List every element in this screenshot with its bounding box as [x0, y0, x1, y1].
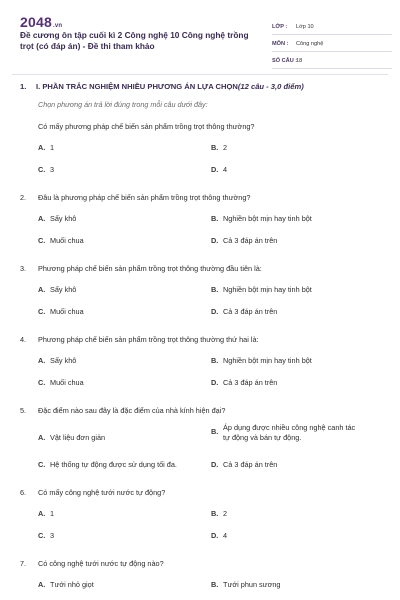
question-text: 6. Có mấy công nghệ tưới nước tự động? — [20, 488, 166, 497]
meta-value: 18 — [296, 58, 303, 64]
meta-row-class — [272, 18, 392, 35]
document-title: Đề cương ôn tập cuối kì 2 Công nghệ 10 Công nghệ trồng trọt (có đáp án) - Đề thi tham khảo — [20, 30, 249, 51]
question-text: 5. Đặc điểm nào sau đây là đặc điểm của nhà kính hiện đại? — [20, 406, 226, 415]
option-a[interactable]: A. Sấy khô — [38, 356, 77, 365]
section-title — [20, 82, 304, 91]
meta-label: SỐ CÂU : — [272, 58, 298, 64]
meta-label: LỚP : — [272, 24, 288, 30]
question-text: 4. Phương pháp chế biến sản phẩm trồng trọt thông thường thứ hai là: — [20, 335, 259, 344]
option-c[interactable]: C. 3 — [38, 165, 55, 174]
option-b[interactable]: B. Áp dụng được nhiều công nghệ canh tác tự động và bán tự động. — [211, 423, 356, 442]
option-b[interactable]: B. Tưới phun sương — [211, 580, 281, 589]
option-b[interactable]: B. 2 — [211, 143, 228, 152]
meta-value: Lớp 10 — [296, 24, 314, 30]
question-text: 7. Có công nghệ tưới nước tự động nào? — [20, 559, 164, 568]
question-text: Có mấy phương pháp chế biến sản phẩm trồng trọt thông thường? — [38, 122, 255, 131]
option-c[interactable]: C. Muối chua — [38, 307, 84, 316]
option-c[interactable]: C. 3 — [38, 531, 55, 540]
option-d[interactable]: D. 4 — [211, 531, 228, 540]
meta-label: MÔN : — [272, 41, 289, 47]
section-instruction: Chọn phương án trả lời đúng trong mỗi câu dưới đây: — [38, 100, 208, 109]
question-number: 5. — [20, 406, 27, 415]
option-a[interactable]: A. Sấy khô — [38, 214, 77, 223]
option-a[interactable]: A. 1 — [38, 143, 55, 152]
option-b[interactable]: B. Nghiền bột mịn hay tinh bột — [211, 214, 312, 223]
option-b[interactable]: B. 2 — [211, 509, 228, 518]
option-d[interactable]: D. Cả 3 đáp án trên — [211, 236, 278, 245]
option-d[interactable]: D. Cả 3 đáp án trên — [211, 460, 278, 469]
question-number: 7. — [20, 559, 27, 568]
section-points: (12 câu - 3,0 điểm) — [237, 82, 304, 91]
question-number: 4. — [20, 335, 27, 344]
question-number: 2. — [20, 193, 27, 202]
section-heading: I. PHẦN TRẮC NGHIỆM NHIỀU PHƯƠNG ÁN LỰA CHỌN — [36, 82, 238, 91]
option-b[interactable]: B. Nghiền bột mịn hay tinh bột — [211, 356, 312, 365]
question-number: 6. — [20, 488, 27, 497]
document-header — [12, 12, 388, 68]
logo-suffix: .vn — [52, 23, 63, 29]
option-a[interactable]: A. Sấy khô — [38, 285, 77, 294]
option-a[interactable]: A. Vật liệu đơn giản — [38, 433, 106, 442]
option-c[interactable]: C. Muối chua — [38, 236, 84, 245]
option-d[interactable]: D. Cả 3 đáp án trên — [211, 307, 278, 316]
header-divider — [12, 74, 388, 75]
option-d[interactable]: D. Cả 3 đáp án trên — [211, 378, 278, 387]
site-logo[interactable] — [20, 14, 62, 30]
option-c[interactable]: C. Muối chua — [38, 378, 84, 387]
option-d[interactable]: D. 4 — [211, 165, 228, 174]
section-number: 1. — [20, 82, 27, 91]
question-text: 3. Phương pháp chế biến sản phẩm trồng trọt thông thường đầu tiên là: — [20, 264, 262, 273]
option-a[interactable]: A. 1 — [38, 509, 55, 518]
option-c[interactable]: C. Hệ thống tự động được sử dụng tối đa. — [38, 460, 177, 469]
question-text: 2. Đâu là phương pháp chế biến sản phẩm trồng trọt thông thường? — [20, 193, 251, 202]
document-meta — [272, 18, 392, 69]
option-b[interactable]: B. Nghiền bột mịn hay tinh bột — [211, 285, 312, 294]
option-a[interactable]: A. Tưới nhỏ giọt — [38, 580, 94, 589]
question-number: 3. — [20, 264, 27, 273]
meta-value: Công nghệ — [296, 41, 324, 47]
meta-row-subject — [272, 35, 392, 52]
logo-text: 2048 — [20, 14, 52, 30]
meta-row-count — [272, 52, 392, 69]
